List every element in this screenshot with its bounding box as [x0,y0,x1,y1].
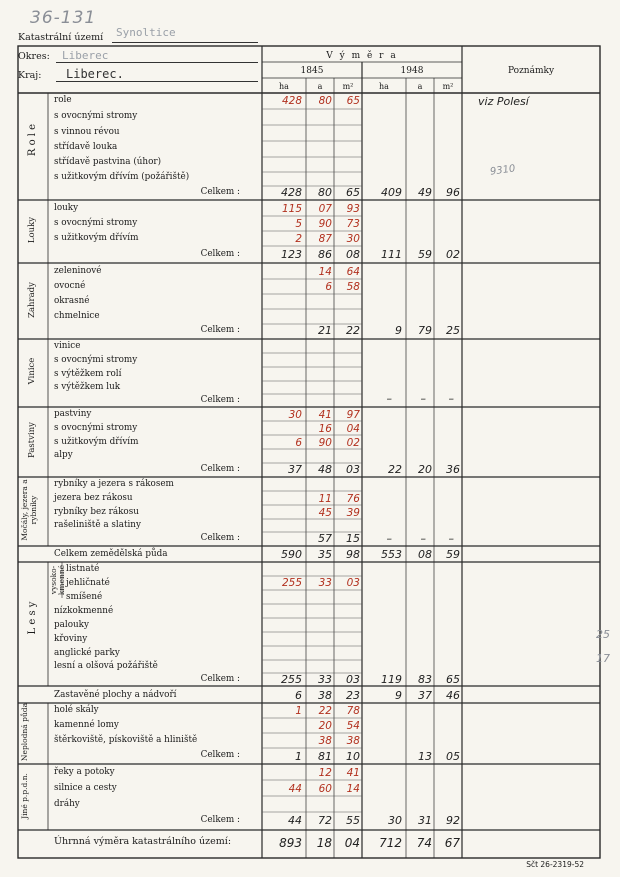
val-past-total-1948-a: 20 [418,463,432,476]
val-moc-total-1948-m2: – [448,532,454,545]
poznamka-viz-polesi: viz Polesí [478,95,529,108]
val-past-total-1948-m2: 36 [446,463,460,476]
val-role-total-1845-ha: 428 [281,186,302,199]
val-jine2-m2: 14 [346,783,360,795]
val-louky-total-1948-m2: 02 [446,248,460,261]
row-label-vinice-luk: s výtěžkem luk [54,382,121,392]
kraj-value: Liberec. [66,67,124,81]
val-role-1845-a: 80 [318,95,332,107]
val-zahr-total-1948-m2: 25 [446,324,460,337]
val-louky1-a: 07 [318,203,332,215]
ha-header-1948: ha [379,82,389,91]
row-label-zemedelska: Celkem zemědělská půda [54,549,168,559]
val-zahr1-a: 14 [318,266,332,278]
val-zem-1948-m2: 59 [446,548,460,561]
val-nep3-a: 38 [318,735,332,747]
row-label-parky: anglické parky [54,648,120,658]
a-header-1845: a [317,82,323,91]
val-jine-total-1948-a: 31 [418,814,432,827]
row-label-pastviny-ovocne: s ovocnými stromy [54,423,138,433]
row-label-silnice: silnice a cesty [54,783,117,793]
val-uhrn-1845-a: 18 [316,836,332,850]
row-label-role-vinna: s vinnou révou [54,127,120,137]
val-zem-1845-ha: 590 [281,548,302,561]
row-label-jezera: jezera bez rákosu [54,493,133,503]
celkem-label-louky: Celkem : [200,249,240,259]
celkem-label-jine: Celkem : [200,815,240,825]
val-moc-total-1845-m2: 15 [346,532,360,545]
kraj-label: Kraj: [18,70,42,81]
val-jine-total-1845-m2: 55 [346,814,360,827]
val-vinice-total-1948-m2: – [448,392,454,405]
val-lesy2-a: 33 [318,577,332,589]
val-zast-1845-a: 38 [318,689,332,702]
val-past1-a: 41 [318,409,332,421]
val-uhrn-1845-m2: 04 [344,836,360,850]
val-nep-total-1948-a: 13 [418,750,432,763]
val-nep2-m2: 54 [346,720,360,732]
val-louky-total-1948-a: 59 [418,248,432,261]
row-label-role: role [54,95,72,105]
section-label-zahrady: Zahrady [27,282,37,318]
val-moc2-m2: 76 [346,493,360,505]
val-lesy-total-1948-m2: 65 [446,673,460,686]
val-nep1-m2: 78 [346,705,360,717]
row-label-pastviny: pastviny [54,409,92,419]
val-lesy2-ha: 255 [281,577,302,589]
celkem-label-lesy: Celkem : [200,674,240,684]
val-louky2-ha: 5 [295,218,302,230]
row-label-vinice: vinice [54,341,81,351]
row-label-drahy: dráhy [54,799,80,809]
row-label-uhrnna: Úhrnná výměra katastrálního území: [54,836,232,847]
row-label-reky: řeky a potoky [54,767,115,777]
val-vinice-total-1948-ha: – [386,392,392,405]
val-lesy-total-1845-a: 33 [318,673,332,686]
ha-header-1845: ha [279,82,289,91]
val-zast-1845-m2: 23 [346,689,360,702]
val-past-total-1845-ha: 37 [288,463,302,476]
okres-value: Liberec [62,49,109,62]
pencil-margin-bottom: 17 [596,652,610,665]
val-zahr-total-1948-a: 79 [418,324,432,337]
val-moc3-a: 45 [318,507,332,519]
section-label-mocaly: Močály, jezera a rybníky [20,479,38,541]
val-jine-total-1948-ha: 30 [388,814,402,827]
val-role-total-1845-a: 80 [318,186,332,199]
row-label-jehlicnate: jehličnaté [66,578,110,588]
val-nep-total-1845-m2: 10 [346,750,360,763]
val-zahr-total-1845-a: 21 [318,324,332,337]
val-past-total-1845-m2: 03 [346,463,360,476]
row-label-pozariste: lesní a olšová požářiště [54,661,158,671]
row-label-palouky: palouky [54,620,89,630]
row-label-raseliniste: rašeliniště a slatiny [54,520,141,530]
val-louky2-m2: 73 [346,218,360,230]
val-zahr2-a: 6 [325,281,332,293]
section-sublabel-vysokokmenne: vysoko-kmenné [49,564,66,596]
year-1948-header: 1948 [400,66,424,76]
row-label-listnate: listnaté [66,564,100,574]
val-role-1845-ha: 428 [281,95,302,107]
val-past1-m2: 97 [346,409,360,421]
row-label-vinice-ovocne: s ovocnými stromy [54,355,138,365]
val-role-total-1845-m2: 65 [346,186,360,199]
val-nep-total-1948-m2: 05 [446,750,460,763]
row-label-role-ovocne: s ovocnými stromy [54,111,138,121]
m2-header-1948: m² [442,82,454,91]
section-label-louky: Louky [27,216,37,244]
val-louky-total-1845-a: 86 [318,248,332,261]
celkem-label-role: Celkem : [200,187,240,197]
val-lesy2-m2: 03 [346,577,360,589]
row-label-role-pastvina: střídavě pastvina (úhor) [54,157,162,167]
val-jine-total-1845-ha: 44 [288,814,302,827]
val-louky1-ha: 115 [281,203,302,215]
val-uhrn-1845-ha: 893 [279,836,302,850]
val-past3-a: 90 [318,437,332,449]
val-louky3-m2: 30 [346,233,360,245]
val-jine-total-1845-a: 72 [318,814,332,827]
val-jine2-a: 60 [318,783,332,795]
val-past3-m2: 02 [346,437,360,449]
katastralni-label: Katastrální území [18,32,104,43]
val-lesy-total-1948-ha: 119 [381,673,402,686]
m2-header-1845: m² [342,82,354,91]
pencil-note-side: 9310 [489,163,517,178]
section-label-neplodna: Neplodná půda [20,702,29,762]
val-past2-a: 16 [318,423,332,435]
row-label-vinice-roli: s výtěžkem rolí [54,369,122,379]
row-label-pastviny-drivi: s užitkovým dřívím [54,437,139,447]
val-lesy-total-1845-ha: 255 [281,673,302,686]
celkem-label-pastviny: Celkem : [200,464,240,474]
row-label-rybniky-rakos: rybníky a jezera s rákosem [54,479,174,489]
val-past2-m2: 04 [346,423,360,435]
celkem-label-zahrady: Celkem : [200,325,240,335]
row-label-skaly: holé skály [54,705,99,715]
section-label-pastviny: Pastviny [27,422,37,458]
val-vinice-total-1948-a: – [420,392,426,405]
celkem-label-neplodna: Celkem : [200,750,240,760]
val-louky-total-1845-ha: 123 [281,248,302,261]
val-lesy-total-1948-a: 83 [418,673,432,686]
row-label-sterkoviste: štěrkoviště, pískoviště a hliniště [54,735,198,745]
row-label-role-drivi: s užitkovým dřívím (požářiště) [54,172,190,182]
val-role-total-1948-ha: 409 [381,186,402,199]
val-louky-total-1948-ha: 111 [381,248,402,261]
row-label-rybniky: rybníky bez rákosu [54,507,139,517]
a-header-1948: a [417,82,423,91]
val-uhrn-1948-ha: 712 [379,836,402,850]
val-role-total-1948-m2: 96 [446,186,460,199]
row-label-zeleninove: zeleninové [54,266,102,276]
val-nep-total-1845-a: 81 [318,750,332,763]
val-nep1-a: 22 [318,705,332,717]
row-label-nizkokmenne: nízkokmenné [54,606,114,616]
row-label-louky-drivi: s užitkovým dřívím [54,233,139,243]
form-code: Sčt 26-2319-52 [526,860,584,869]
pencil-file-number: 36-131 [30,8,97,28]
val-zahr2-m2: 58 [346,281,360,293]
val-uhrn-1948-a: 74 [416,836,432,850]
val-moc-total-1845-a: 57 [318,532,332,545]
val-moc2-a: 11 [318,493,332,505]
val-louky3-ha: 2 [295,233,302,245]
row-label-alpy: alpy [54,450,73,460]
val-zahr1-m2: 64 [346,266,360,278]
val-zem-1845-m2: 98 [346,548,360,561]
val-nep2-a: 20 [318,720,332,732]
val-jine2-ha: 44 [288,783,302,795]
val-jine1-m2: 41 [346,767,360,779]
section-label-role: R o l e [27,123,38,157]
pencil-margin-top: 25 [596,628,610,641]
val-uhrn-1948-m2: 67 [444,836,460,850]
row-label-louky-ovocne: s ovocnými stromy [54,218,138,228]
val-role-total-1948-a: 49 [418,186,432,199]
val-zem-1948-ha: 553 [381,548,402,561]
val-zast-1948-m2: 46 [446,689,460,702]
val-louky3-a: 87 [318,233,332,245]
val-jine1-a: 12 [318,767,332,779]
val-past1-ha: 30 [288,409,302,421]
row-label-lomy: kamenné lomy [54,720,119,730]
val-moc-total-1948-ha: – [386,532,392,545]
val-zast-1948-a: 37 [418,689,432,702]
val-zem-1845-a: 35 [318,548,332,561]
poznamky-header: Poznámky [507,66,555,76]
section-label-jine: Jiné p.p.d.n. [20,773,29,819]
val-zahr-total-1845-m2: 22 [346,324,360,337]
val-nep1-ha: 1 [295,705,302,717]
val-zast-1948-ha: 9 [395,689,402,702]
katastralni-value: Synoltice [116,26,176,39]
row-label-smisene: smíšené [66,592,103,602]
val-nep-total-1845-ha: 1 [295,750,302,763]
section-label-lesy: L e s y [27,601,38,635]
celkem-label-vinice: Celkem : [200,395,240,405]
val-zem-1948-a: 08 [418,548,432,561]
val-louky-total-1845-m2: 08 [346,248,360,261]
celkem-label-mocaly: Celkem : [200,533,240,543]
val-louky1-m2: 93 [346,203,360,215]
val-zahr-total-1948-ha: 9 [395,324,402,337]
row-label-role-louka: střídavě louka [54,142,118,152]
val-jine-total-1948-m2: 92 [446,814,460,827]
val-past3-ha: 6 [295,437,302,449]
section-label-vinice: Vinice [27,357,37,385]
row-label-krovimy: křoviny [54,634,88,644]
row-label-chmelnice: chmelnice [54,311,100,321]
year-1845-header: 1845 [300,66,324,76]
val-louky2-a: 90 [318,218,332,230]
row-label-zastavene: Zastavěné plochy a nádvoří [54,690,177,700]
val-moc3-m2: 39 [346,507,360,519]
row-label-ovocne: ovocné [54,281,86,291]
val-moc-total-1948-a: – [420,532,426,545]
row-label-louky: louky [54,203,79,213]
val-lesy-total-1845-m2: 03 [346,673,360,686]
val-past-total-1845-a: 48 [318,463,332,476]
val-past-total-1948-ha: 22 [388,463,402,476]
val-nep3-m2: 38 [346,735,360,747]
val-role-1845-m2: 65 [346,95,360,107]
row-label-okrasne: okrasné [54,296,90,306]
vymera-header: V ý m ě r a [326,51,398,61]
okres-label: Okres: [18,51,50,62]
val-zast-1845-ha: 6 [295,689,302,702]
